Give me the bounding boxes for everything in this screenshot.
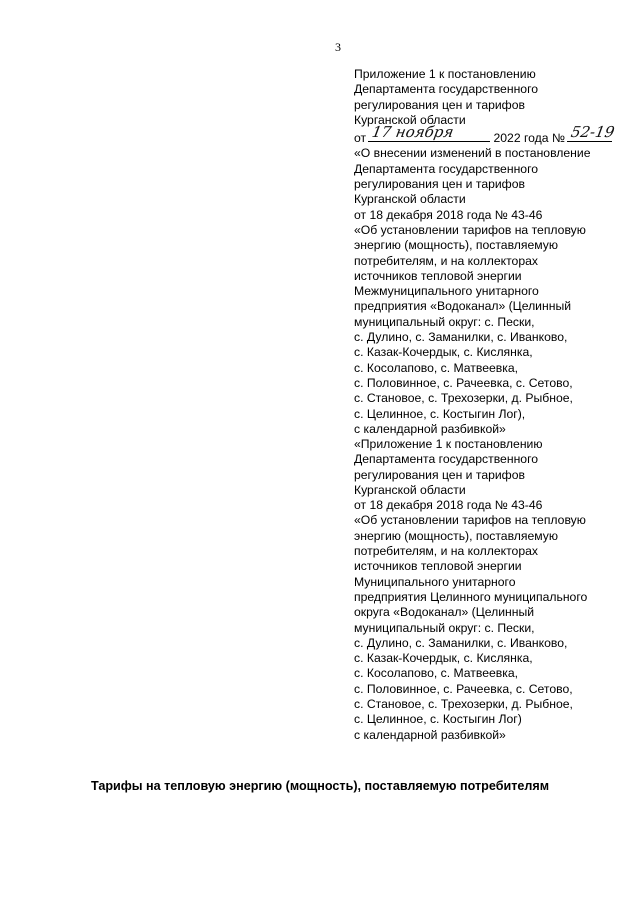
appendix-quote-line: с. Целинное, с. Костыгин Лог) [354, 712, 522, 727]
amendment-title-line: энергию (мощность), поставляемую [354, 238, 559, 253]
appendix-quote-line: с календарной разбивкой» [354, 727, 506, 742]
amendment-title-line: источников тепловой энергии [354, 268, 522, 283]
appendix-header-block [354, 67, 634, 437]
amendment-title-line: с. Целинное, с. Костыгин Лог), [354, 406, 526, 421]
amendment-title-line: с. Косолапово, с. Матвеевка, [354, 360, 519, 375]
appendix-quote-line: «Приложение 1 к постановлению [354, 437, 543, 451]
appendix-quote-line: с. Косолапово, с. Матвеевка, [354, 666, 519, 681]
appendix-quote-line: от 18 декабря 2018 года № 43-46 [354, 498, 543, 513]
appendix-quote-line: с. Становое, с. Трехозерки, д. Рыбное, [354, 697, 573, 712]
appendix-quote-line: с. Казак-Кочердык, с. Кислянка, [354, 651, 533, 666]
amendment-title-line: предприятия «Водоканал» (Целинный [354, 299, 572, 314]
amendment-title-line: с. Половинное, с. Рачеевка, с. Сетово, [354, 375, 573, 390]
amendment-title-lines [354, 146, 634, 437]
appendix-quote-line: «Об установлении тарифов на тепловую [354, 513, 586, 528]
appendix-quote-line: Курганской области [354, 482, 466, 497]
appendix-header-lines [354, 67, 634, 128]
amendment-title-line: с. Становое, с. Трехозерки, д. Рыбное, [354, 391, 573, 406]
amendment-title-line: Курганской области [354, 192, 466, 207]
handwritten-date: 17 ноября [370, 123, 456, 142]
appendix-quote-line: источников тепловой энергии [354, 559, 522, 574]
amendment-title-line: с календарной разбивкой» [354, 421, 506, 436]
appendix-quote-line: с. Половинное, с. Рачеевка, с. Сетово, [354, 681, 573, 696]
amendment-title-line: Межмуниципального унитарного [354, 284, 539, 299]
appendix-quote-line: предприятия Целинного муниципального [354, 589, 588, 604]
amendment-title-line: потребителям, и на коллекторах [354, 253, 538, 268]
date-prefix: от [354, 131, 367, 146]
amendment-title-line: регулирования цен и тарифов [354, 177, 525, 192]
appendix-quote-line: потребителям, и на коллекторах [354, 544, 538, 559]
tariff-table-title: Тарифы на тепловую энергию (мощность), поставляемую потребителям [90, 779, 550, 793]
amendment-title-line: с. Дулино, с. Заманилки, с. Иванково, [354, 330, 568, 345]
date-blank [368, 123, 490, 142]
appendix-header-line: Курганской области [354, 112, 466, 127]
amendment-title-line: от 18 декабря 2018 года № 43-46 [354, 207, 543, 222]
decree-date-line [354, 123, 634, 146]
handwritten-number: 52-19 [569, 123, 616, 142]
amendment-title-line: Департамента государственного [354, 161, 539, 176]
appendix-quote-line: с. Дулино, с. Заманилки, с. Иванково, [354, 635, 568, 650]
date-middle: 2022 года № [493, 131, 566, 146]
amendment-title-line: муниципальный округ: с. Пески, [354, 314, 535, 329]
appendix-quote-line: муниципальный округ: с. Пески, [354, 620, 535, 635]
appendix-quote-line: Департамента государственного [354, 452, 539, 467]
appendix-quote-line: энергию (мощность), поставляемую [354, 528, 559, 543]
appendix-quote-lines [354, 437, 634, 743]
amendment-title-line: «Об установлении тарифов на тепловую [354, 222, 586, 237]
appendix-quote-line: округа «Водоканал» (Целинный [354, 605, 535, 620]
appendix-header-line: Приложение 1 к постановлению [354, 67, 536, 81]
number-blank [567, 123, 616, 142]
appendix-quote-line: регулирования цен и тарифов [354, 467, 525, 482]
page-number: 3 [335, 40, 341, 54]
amendment-title-line: с. Казак-Кочердык, с. Кислянка, [354, 345, 533, 360]
appendix-quote-block [354, 437, 634, 743]
amendment-title-line: «О внесении изменений в постановление [354, 146, 591, 161]
appendix-quote-line: Муниципального унитарного [354, 574, 516, 589]
appendix-header-line: Департамента государственного [354, 82, 539, 97]
appendix-header-line: регулирования цен и тарифов [354, 97, 525, 112]
